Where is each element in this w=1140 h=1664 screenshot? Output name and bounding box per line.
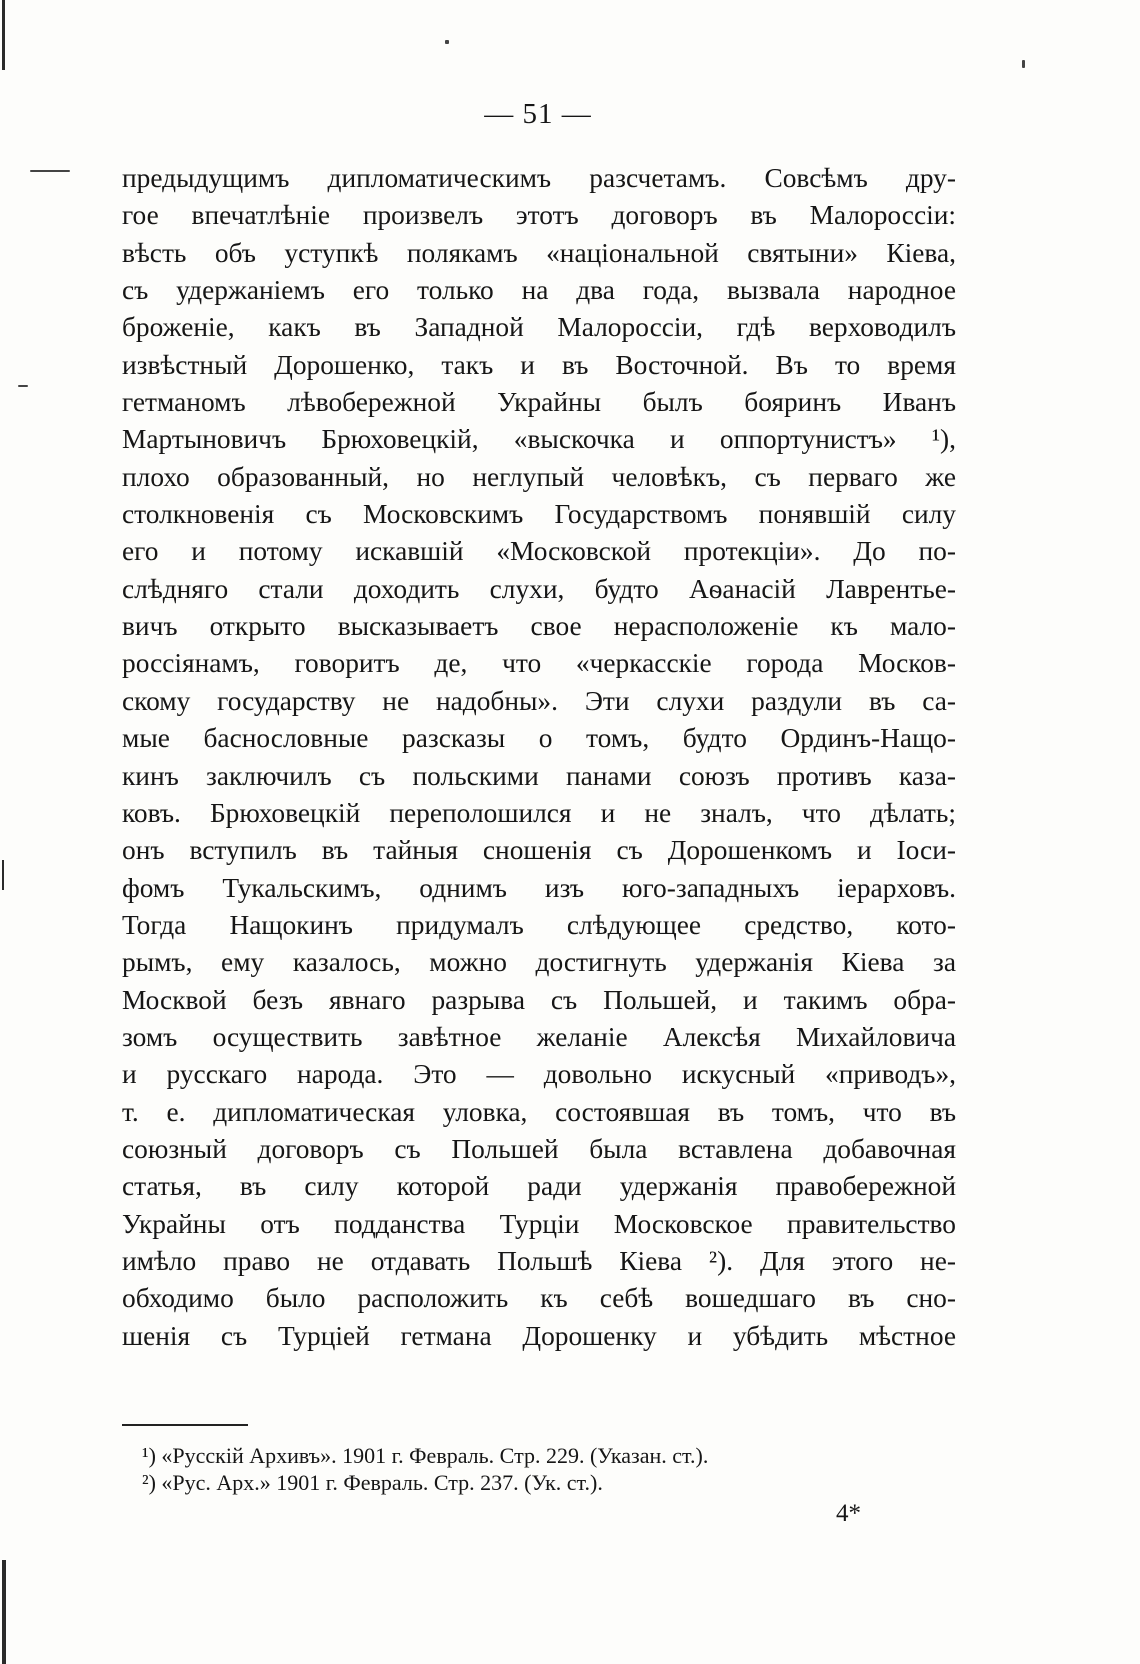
scan-speck [30, 170, 70, 172]
text-line: Украйны отъ подданства Турціи Московское правительство [122, 1208, 956, 1239]
text-line: гое впечатлѣніе произвелъ этотъ договоръ въ Малороссіи: [122, 200, 956, 231]
footnote: ²) «Рус. Арх.» 1901 г. Февраль. Стр. 237. (Ук. ст.). [142, 1470, 603, 1495]
text-line: броженіе, какъ въ Западной Малороссіи, гдѣ верховодилъ [122, 312, 956, 343]
scan-speck [1022, 60, 1025, 68]
text-line: мые баснословные разсказы о томъ, будто Ординъ-Нащо- [122, 723, 956, 754]
text-line: т. е. дипломатическая уловка, состоявшая въ томъ, что въ [122, 1096, 956, 1127]
text-line: союзный договоръ съ Польшей была вставлена добавочная [122, 1133, 956, 1164]
text-line: его и потому искавшій «Московской протекціи». До по- [122, 536, 956, 567]
text-line: Москвой безъ явнаго разрыва съ Польшей, и такимъ обра- [122, 984, 956, 1015]
text-line: статья, въ силу которой ради удержанія правобережной [122, 1171, 956, 1202]
text-line: Мартыновичъ Брюховецкій, «выскочка и оппортунистъ» ¹), [122, 424, 956, 455]
text-line: обходимо было расположить къ себѣ вошедшаго въ сно- [122, 1283, 956, 1314]
footnotes [142, 1442, 708, 1496]
text-line: Тогда Нащокинъ придумалъ слѣдующее средство, кото- [122, 909, 956, 940]
scan-speck [18, 385, 28, 387]
text-line: вѣсть объ уступкѣ полякамъ «національной святыни» Кіева, [122, 237, 956, 268]
page-number: — 51 — [484, 98, 592, 130]
text-line: гетманомъ лѣвобережной Украйны былъ бояринъ Иванъ [122, 387, 956, 418]
text-line: скому государству не надобны». Эти слухи раздули въ са- [122, 685, 956, 716]
text-line: шенія съ Турціей гетмана Дорошенку и убѣдить мѣстное [122, 1320, 956, 1351]
text-line: фомъ Тукальскимъ, однимъ изъ юго-западныхъ іерарховъ. [122, 872, 956, 903]
scan-speck [445, 40, 449, 44]
text-line: плохо образованный, но неглупый человѣкъ, съ перваго же [122, 461, 956, 492]
text-line: зомъ осуществить завѣтное желаніе Алексѣя Михайловича [122, 1021, 956, 1052]
footnote: ¹) «Русскій Архивъ». 1901 г. Февраль. Стр. 229. (Указан. ст.). [142, 1443, 709, 1468]
binding-edge-mark [2, 1560, 6, 1664]
binding-edge-mark [2, 860, 4, 890]
text-line: ковъ. Брюховецкій переполошился и не зналъ, что дѣлать; [122, 797, 956, 828]
text-line: россіянамъ, говоритъ де, что «черкасскіе города Москов- [122, 648, 956, 679]
text-line: онъ вступилъ въ тайныя сношенія съ Дорошенкомъ и Іоси- [122, 835, 956, 866]
printer-signature-mark: 4* [836, 1500, 861, 1527]
text-line: рымъ, ему казалось, можно достигнуть удержанія Кіева за [122, 947, 956, 978]
text-line: извѣстный Дорошенко, такъ и въ Восточной. Въ то время [122, 349, 956, 380]
binding-edge-mark [2, 0, 5, 70]
text-line: предыдущимъ дипломатическимъ разсчетамъ. Совсѣмъ дру- [122, 163, 956, 193]
text-line: слѣдняго стали доходить слухи, будто Аѳанасій Лаврентье- [122, 573, 956, 604]
text-line: кинъ заключилъ съ польскими панами союзъ противъ каза- [122, 760, 956, 791]
text-line: и русскаго народа. Это — довольно искусный «приводъ», [122, 1059, 956, 1090]
text-line: имѣло право не отдавать Польшѣ Кіева ²). Для этого не- [122, 1245, 956, 1276]
text-line: столкновенія съ Московскимъ Государствомъ понявшій силу [122, 499, 956, 530]
footnote-divider [122, 1424, 248, 1426]
body-text [122, 160, 956, 1355]
text-line: съ удержаніемъ его только на два года, вызвала народное [122, 275, 956, 306]
text-line: вичъ открыто высказываетъ свое нерасположеніе къ мало- [122, 611, 956, 642]
